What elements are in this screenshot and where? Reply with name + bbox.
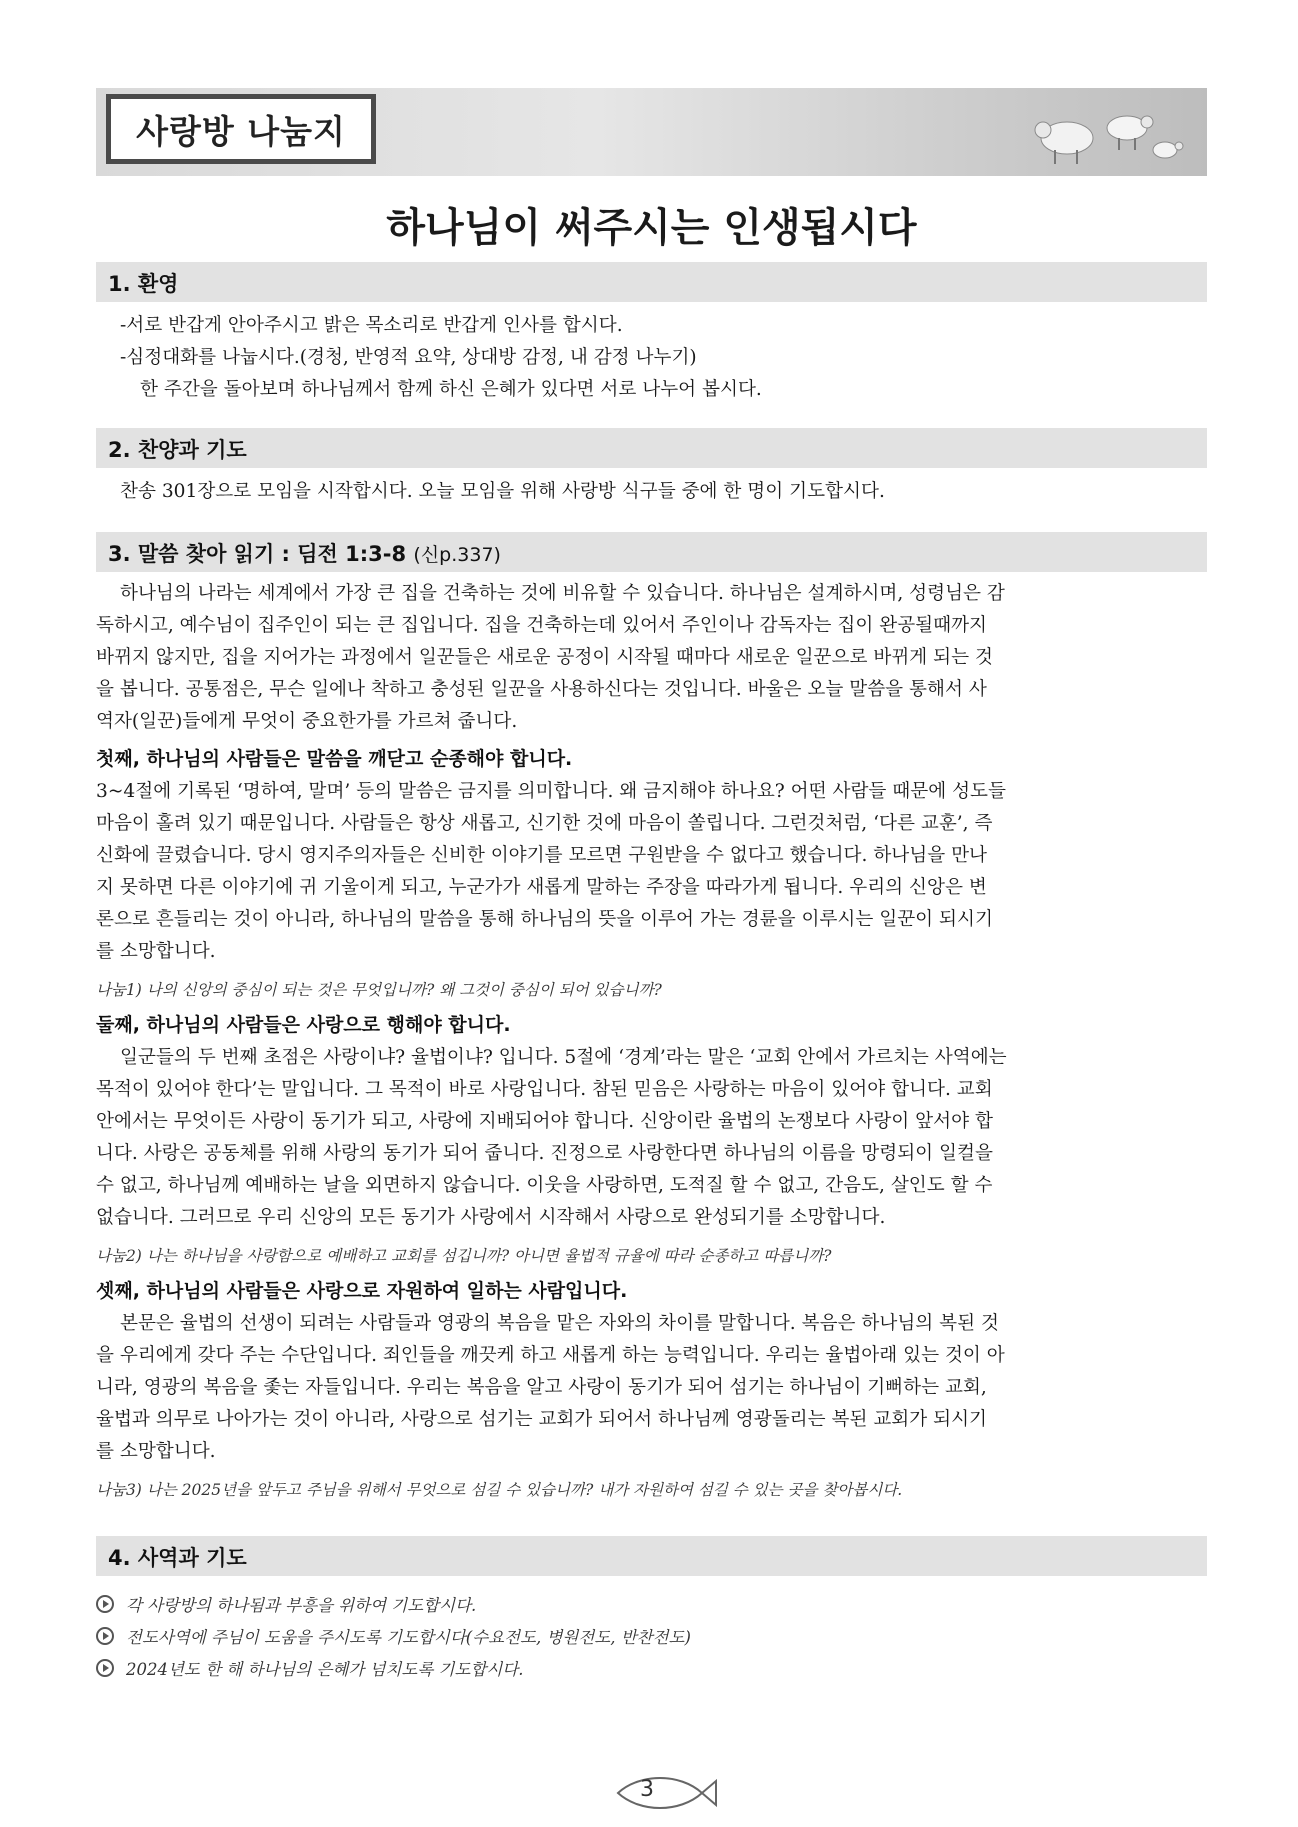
point1-line: 를 소망합니다. [96, 941, 216, 962]
welcome-line-1: -서로 반갑게 안아주시고 밝은 목소리로 반갑게 인사를 합시다. [120, 315, 623, 336]
header-banner [96, 88, 1207, 176]
welcome-line-3: 한 주간을 돌아보며 하나님께서 함께 하신 은혜가 있다면 서로 나누어 봅시다. [140, 379, 762, 400]
point2-line: 니다. 사랑은 공동체를 위해 사랑의 동기가 되어 줍니다. 진정으로 사랑한다면 하나님의 이름을 망령되이 일컬을 [96, 1143, 993, 1164]
section-ministry-title: 4. 사역과 기도 [108, 1546, 247, 1570]
intro-line: 역자(일꾼)들에게 무엇이 중요한가를 가르쳐 줍니다. [96, 711, 518, 732]
page-number: 3 [640, 1777, 654, 1802]
point2-line: 목적이 있어야 한다’는 말입니다. 그 목적이 바로 사랑입니다. 참된 믿음은 사랑하는 마음이 있어야 합니다. 교회 [96, 1079, 993, 1100]
section-welcome-title: 1. 환영 [108, 272, 179, 296]
point2-line: 일군들의 두 번째 초점은 사랑이냐? 율법이냐? 입니다. 5절에 ‘경계’라는 말은 ‘교회 안에서 가르치는 사역에는 [120, 1047, 1007, 1068]
section-reading-header [96, 532, 1207, 572]
arrow-circle-icon [96, 1659, 114, 1677]
point3-line: 율법과 의무로 나아가는 것이 아니라, 사랑으로 섬기는 교회가 되어서 하나님께 영광돌리는 복된 교회가 되시기 [96, 1409, 988, 1430]
point3-heading: 셋째, 하나님의 사람들은 사랑으로 자원하여 일하는 사람입니다. [96, 1280, 628, 1302]
point2-line: 안에서는 무엇이든 사랑이 동기가 되고, 사랑에 지배되어야 합니다. 신앙이란 율법의 논쟁보다 사랑이 앞서야 합 [96, 1111, 993, 1132]
intro-line: 독하시고, 예수님이 집주인이 되는 큰 집입니다. 집을 건축하는데 있어서 주인이나 감독자는 집이 완공될때까지 [96, 615, 988, 636]
point1-line: 마음이 홀려 있기 때문입니다. 사람들은 항상 새롭고, 신기한 것에 마음이 쏠립니다. 그런것처럼, ‘다른 교훈’, 즉 [96, 813, 993, 834]
share-question-2: 나눔2) 나는 하나님을 사랑함으로 예배하고 교회를 섬깁니까? 아니면 율법적 규율에 따라 순종하고 따릅니까? [96, 1247, 832, 1265]
prayer-item-text: 2024년도 한 해 하나님의 은혜가 넘치도록 기도합시다. [126, 1660, 524, 1679]
section-praise-body [96, 476, 1214, 508]
prayer-item [96, 1656, 996, 1680]
reading-ref: (신p.337) [413, 544, 501, 566]
prayer-item [96, 1624, 996, 1648]
prayer-item-text: 각 사랑방의 하나됨과 부흥을 위하여 기도합시다. [126, 1596, 477, 1615]
point3-body [96, 1308, 1214, 1468]
intro-line: 바뀌지 않지만, 집을 지어가는 과정에서 일꾼들은 새로운 공정이 시작될 때마다 새로운 일꾼으로 바뀌게 되는 것 [96, 647, 993, 668]
prayer-item [96, 1592, 996, 1616]
point1-line: 론으로 흔들리는 것이 아니라, 하나님의 말씀을 통해 하나님의 뜻을 이루어 가는 경륜을 이루시는 일꾼이 되시기 [96, 909, 993, 930]
page-title: 하나님이 써주시는 인생됩시다 [386, 205, 917, 251]
section-welcome-body [96, 310, 1214, 406]
point2-line: 수 없고, 하나님께 예배하는 날을 외면하지 않습니다. 이웃을 사랑하면, 도적질 할 수 없고, 간음도, 살인도 할 수 [96, 1175, 993, 1196]
point2-line: 없습니다. 그러므로 우리 신앙의 모든 동기가 사랑에서 시작해서 사랑으로 완성되기를 소망합니다. [96, 1207, 886, 1228]
point1-line: 3~4절에 기록된 ‘명하여, 말며’ 등의 말씀은 금지를 의미합니다. 왜 금지해야 하나요? 어떤 사람들 때문에 성도들 [96, 781, 1006, 802]
section-reading-title [108, 538, 501, 568]
point2-heading: 둘째, 하나님의 사람들은 사랑으로 행해야 합니다. [96, 1014, 511, 1036]
section-ministry-header [96, 1536, 1207, 1576]
section-welcome-header [96, 262, 1207, 302]
point1-line: 지 못하면 다른 이야기에 귀 기울이게 되고, 누군가가 새롭게 말하는 주장을 따라가게 됩니다. 우리의 신앙은 변 [96, 877, 987, 898]
intro-line: 을 봅니다. 공통점은, 무슨 일에나 착하고 충성된 일꾼을 사용하신다는 것입니다. 바울은 오늘 말씀을 통해서 사 [96, 679, 987, 700]
welcome-line-2: -심정대화를 나눕시다.(경청, 반영적 요약, 상대방 감정, 내 감정 나누기) [120, 347, 697, 368]
section-praise-title: 2. 찬양과 기도 [108, 438, 247, 462]
section-praise-header [96, 428, 1207, 468]
arrow-circle-icon [96, 1627, 114, 1645]
point1-line: 신화에 끌렸습니다. 당시 영지주의자들은 신비한 이야기를 모르면 구원받을 수 없다고 했습니다. 하나님을 만나 [96, 845, 988, 866]
point3-line: 니라, 영광의 복음을 좇는 자들입니다. 우리는 복음을 알고 사랑이 동기가 되어 섬기는 하나님이 기뻐하는 교회, [96, 1377, 987, 1398]
prayer-item-text: 전도사역에 주님이 도움을 주시도록 기도합시다(수요전도, 병원전도, 반찬전도) [126, 1628, 691, 1647]
point1-body [96, 776, 1214, 968]
point3-line: 을 우리에게 갖다 주는 수단입니다. 죄인들을 깨끗케 하고 새롭게 하는 능력입니다. 우리는 율법아래 있는 것이 아 [96, 1345, 1005, 1366]
intro-line: 하나님의 나라는 세계에서 가장 큰 집을 건축하는 것에 비유할 수 있습니다. 하나님은 설계하시며, 성령님은 감 [120, 583, 1005, 604]
reading-intro [96, 578, 1214, 738]
sheep-illustration [907, 88, 1207, 176]
praise-line-1: 찬송 301장으로 모임을 시작합시다. 오늘 모임을 위해 사랑방 식구들 중에 한 명이 기도합시다. [120, 481, 885, 502]
point3-line: 를 소망합니다. [96, 1441, 216, 1462]
point2-body [96, 1042, 1214, 1234]
share-question-1: 나눔1) 나의 신앙의 중심이 되는 것은 무엇입니까? 왜 그것이 중심이 되어 있습니까? [96, 981, 662, 999]
share-question-3: 나눔3) 나는 2025년을 앞두고 주님을 위해서 무엇으로 섬길 수 있습니까? 내가 자원하여 섬길 수 있는 곳을 찾아봅시다. [96, 1481, 903, 1499]
arrow-circle-icon [96, 1595, 114, 1613]
banner-title: 사랑방 나눔지 [136, 111, 346, 151]
page-number-badge [610, 1773, 720, 1813]
reading-title-text: 3. 말씀 찾아 읽기 : 딤전 1:3-8 [108, 542, 407, 566]
point1-heading: 첫째, 하나님의 사람들은 말씀을 깨닫고 순종해야 합니다. [96, 748, 573, 770]
point3-line: 본문은 율법의 선생이 되려는 사람들과 영광의 복음을 맡은 자와의 차이를 말합니다. 복음은 하나님의 복된 것 [120, 1313, 999, 1334]
fish-icon [610, 1773, 720, 1813]
banner-title-box [106, 94, 376, 164]
